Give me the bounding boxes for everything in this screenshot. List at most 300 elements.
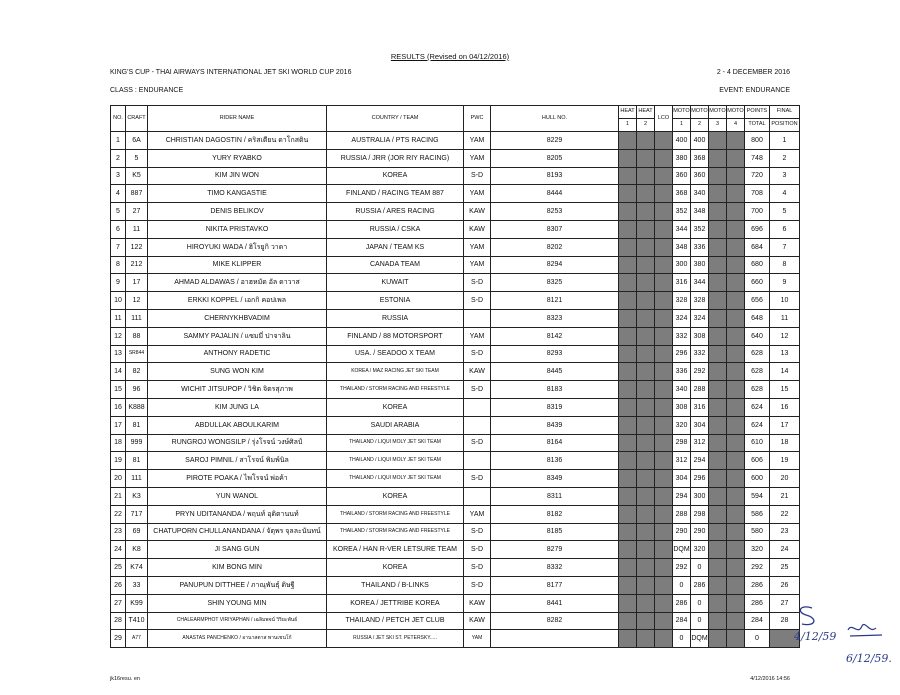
cell-hull: 8441 (491, 594, 619, 612)
cell-country: RUSSIA / ARES RACING (327, 203, 464, 221)
cell-moto1: 284 (673, 612, 691, 630)
cell-moto2: 332 (691, 345, 709, 363)
cell-heat2 (637, 630, 655, 648)
cell-rider: PANUPUN DITTHEE / ภาณุพันธุ์ ดิษฐี (148, 576, 327, 594)
cell-heat2 (637, 256, 655, 274)
cell-lco (655, 416, 673, 434)
cell-no: 13 (111, 345, 126, 363)
cell-no: 25 (111, 559, 126, 577)
cell-moto2: 360 (691, 167, 709, 185)
cell-moto1: 320 (673, 416, 691, 434)
cell-moto3 (709, 345, 727, 363)
cell-no: 5 (111, 203, 126, 221)
cell-lco (655, 381, 673, 399)
cell-moto4 (727, 523, 745, 541)
event-name: KING'S CUP - THAI AIRWAYS INTERNATIONAL JET SKI WORLD CUP 2016 (110, 69, 352, 76)
cell-moto1: 344 (673, 220, 691, 238)
cell-moto3 (709, 505, 727, 523)
cell-hull: 8182 (491, 505, 619, 523)
cell-country: RUSSIA / CSKA (327, 220, 464, 238)
cell-heat2 (637, 238, 655, 256)
cell-heat1 (619, 132, 637, 150)
cell-moto1: 400 (673, 132, 691, 150)
cell-rider: CHERNYKHBVADIM (148, 309, 327, 327)
cell-rider: ANTHONY RADETIC (148, 345, 327, 363)
cell-points-total: 286 (745, 576, 770, 594)
cell-craft: T410 (126, 612, 148, 630)
cell-heat1 (619, 398, 637, 416)
cell-points-total: 586 (745, 505, 770, 523)
cell-moto4 (727, 292, 745, 310)
header-moto4-num: 4 (727, 119, 745, 132)
cell-heat1 (619, 185, 637, 203)
header-moto2: MOTO (691, 106, 709, 119)
table-row (111, 594, 800, 612)
cell-country: THAILAND / LIQUI MOLY JET SKI TEAM (327, 452, 464, 470)
cell-points-total: 800 (745, 132, 770, 150)
cell-moto4 (727, 167, 745, 185)
cell-heat1 (619, 470, 637, 488)
cell-final-position: 7 (770, 238, 800, 256)
table-row (111, 220, 800, 238)
header-hull: HULL NO. (491, 106, 619, 132)
cell-moto4 (727, 363, 745, 381)
cell-moto3 (709, 327, 727, 345)
cell-country: SAUDI ARABIA (327, 416, 464, 434)
cell-country: AUSTRALIA / PTS RACING (327, 132, 464, 150)
cell-heat2 (637, 185, 655, 203)
cell-heat2 (637, 576, 655, 594)
cell-rider: SHIN YOUNG MIN (148, 594, 327, 612)
cell-moto1: 360 (673, 167, 691, 185)
table-row (111, 238, 800, 256)
cell-moto2: 0 (691, 559, 709, 577)
cell-no: 22 (111, 505, 126, 523)
cell-moto3 (709, 256, 727, 274)
cell-moto4 (727, 576, 745, 594)
cell-hull: 8332 (491, 559, 619, 577)
cell-craft: 27 (126, 203, 148, 221)
cell-heat1 (619, 559, 637, 577)
cell-craft: 33 (126, 576, 148, 594)
cell-rider: MIKE KLIPPER (148, 256, 327, 274)
cell-heat1 (619, 292, 637, 310)
cell-no: 29 (111, 630, 126, 648)
cell-hull: 8293 (491, 345, 619, 363)
cell-heat1 (619, 238, 637, 256)
table-row (111, 487, 800, 505)
cell-craft: K3 (126, 487, 148, 505)
cell-moto4 (727, 630, 745, 648)
cell-points-total: 680 (745, 256, 770, 274)
cell-craft: 96 (126, 381, 148, 399)
cell-points-total: 628 (745, 381, 770, 399)
table-row (111, 523, 800, 541)
cell-country: KOREA / MAZ RACING JET SKI TEAM (327, 363, 464, 381)
cell-country: JAPAN / TEAM KS (327, 238, 464, 256)
handwritten-date-2: 6/12/59. (846, 652, 892, 665)
cell-craft: K888 (126, 398, 148, 416)
header-final-position: POSITION (770, 119, 800, 132)
cell-country: RUSSIA (327, 309, 464, 327)
cell-hull: 8229 (491, 132, 619, 150)
cell-craft: A77 (126, 630, 148, 648)
cell-no: 14 (111, 363, 126, 381)
cell-moto3 (709, 167, 727, 185)
cell-moto4 (727, 452, 745, 470)
cell-moto1: 348 (673, 238, 691, 256)
cell-hull: 8444 (491, 185, 619, 203)
cell-moto2: 288 (691, 381, 709, 399)
cell-moto1: 312 (673, 452, 691, 470)
cell-lco (655, 167, 673, 185)
cell-heat2 (637, 416, 655, 434)
table-row (111, 132, 800, 150)
class-label: CLASS : ENDURANCE (110, 87, 184, 94)
cell-lco (655, 434, 673, 452)
cell-moto3 (709, 594, 727, 612)
cell-moto3 (709, 149, 727, 167)
cell-final-position: 28 (770, 612, 800, 630)
cell-pwc: KAW (464, 220, 491, 238)
cell-heat2 (637, 470, 655, 488)
cell-points-total: 748 (745, 149, 770, 167)
cell-points-total: 696 (745, 220, 770, 238)
cell-final-position: 20 (770, 470, 800, 488)
cell-moto3 (709, 630, 727, 648)
cell-hull: 8439 (491, 416, 619, 434)
cell-final-position: 6 (770, 220, 800, 238)
cell-craft: 717 (126, 505, 148, 523)
cell-moto4 (727, 381, 745, 399)
cell-no: 4 (111, 185, 126, 203)
cell-pwc: YAM (464, 630, 491, 648)
cell-country: FINLAND / 88 MOTORSPORT (327, 327, 464, 345)
cell-points-total: 720 (745, 167, 770, 185)
cell-craft: SR844 (126, 345, 148, 363)
cell-moto3 (709, 292, 727, 310)
cell-heat1 (619, 630, 637, 648)
cell-lco (655, 398, 673, 416)
header-rider: RIDER NAME (148, 106, 327, 132)
table-row (111, 274, 800, 292)
cell-lco (655, 345, 673, 363)
cell-hull: 8136 (491, 452, 619, 470)
cell-hull: 8294 (491, 256, 619, 274)
cell-heat1 (619, 523, 637, 541)
header-heat2: HEAT (637, 106, 655, 119)
cell-heat2 (637, 594, 655, 612)
cell-moto1: 352 (673, 203, 691, 221)
cell-moto2: 304 (691, 416, 709, 434)
cell-moto4 (727, 274, 745, 292)
cell-moto4 (727, 238, 745, 256)
cell-country: THAILAND / STORM RACING AND FREESTYLE (327, 523, 464, 541)
table-row (111, 292, 800, 310)
cell-no: 1 (111, 132, 126, 150)
cell-rider: KIM JIN WON (148, 167, 327, 185)
cell-final-position: 27 (770, 594, 800, 612)
cell-hull: 8202 (491, 238, 619, 256)
cell-rider: SAMMY PAJALIN / แซมมี่ ปาจาลิน (148, 327, 327, 345)
cell-hull: 8307 (491, 220, 619, 238)
cell-moto3 (709, 434, 727, 452)
cell-hull (491, 630, 619, 648)
cell-heat2 (637, 434, 655, 452)
cell-final-position: 8 (770, 256, 800, 274)
cell-country: RUSSIA / JRR (JOR RIY RACING) (327, 149, 464, 167)
cell-pwc: KAW (464, 594, 491, 612)
cell-moto1: 288 (673, 505, 691, 523)
cell-moto1: 296 (673, 345, 691, 363)
cell-lco (655, 487, 673, 505)
cell-heat1 (619, 416, 637, 434)
cell-no: 27 (111, 594, 126, 612)
cell-lco (655, 452, 673, 470)
table-row (111, 612, 800, 630)
cell-country: KOREA (327, 167, 464, 185)
cell-points-total: 656 (745, 292, 770, 310)
cell-heat1 (619, 149, 637, 167)
cell-rider: CHATUPORN CHULLANANDANA / จัตุพร จุลละนันทน์ (148, 523, 327, 541)
cell-heat1 (619, 167, 637, 185)
cell-final-position: 17 (770, 416, 800, 434)
cell-lco (655, 203, 673, 221)
cell-heat1 (619, 220, 637, 238)
cell-moto2: 368 (691, 149, 709, 167)
cell-points-total: 708 (745, 185, 770, 203)
cell-heat1 (619, 345, 637, 363)
cell-moto2: 0 (691, 594, 709, 612)
cell-rider: KIM JUNG LA (148, 398, 327, 416)
table-row (111, 309, 800, 327)
cell-craft: 82 (126, 363, 148, 381)
cell-moto4 (727, 434, 745, 452)
cell-moto3 (709, 238, 727, 256)
table-row (111, 398, 800, 416)
cell-lco (655, 256, 673, 274)
cell-pwc: S-D (464, 345, 491, 363)
cell-heat1 (619, 203, 637, 221)
cell-lco (655, 185, 673, 203)
cell-rider: JI SANG GUN (148, 541, 327, 559)
table-row (111, 381, 800, 399)
cell-moto3 (709, 541, 727, 559)
cell-moto4 (727, 487, 745, 505)
cell-hull: 8164 (491, 434, 619, 452)
cell-lco (655, 612, 673, 630)
cell-hull: 8282 (491, 612, 619, 630)
cell-hull: 8121 (491, 292, 619, 310)
cell-moto1: 286 (673, 594, 691, 612)
cell-pwc (464, 487, 491, 505)
cell-rider: CHRISTIAN DAGOSTIN / คริสเตียน ดาโกสติน (148, 132, 327, 150)
table-row (111, 576, 800, 594)
cell-pwc (464, 452, 491, 470)
cell-heat1 (619, 576, 637, 594)
table-row (111, 185, 800, 203)
cell-moto1: 304 (673, 470, 691, 488)
table-row (111, 416, 800, 434)
cell-final-position: 23 (770, 523, 800, 541)
cell-moto3 (709, 309, 727, 327)
cell-no: 6 (111, 220, 126, 238)
cell-country: ESTONIA (327, 292, 464, 310)
cell-craft: 111 (126, 309, 148, 327)
cell-hull: 8142 (491, 327, 619, 345)
header-heat2-num: 2 (637, 119, 655, 132)
cell-rider: YUN WANOL (148, 487, 327, 505)
cell-moto1: 340 (673, 381, 691, 399)
cell-no: 20 (111, 470, 126, 488)
cell-pwc: S-D (464, 559, 491, 577)
cell-final-position: 10 (770, 292, 800, 310)
cell-hull: 8177 (491, 576, 619, 594)
cell-heat2 (637, 149, 655, 167)
cell-final-position: 9 (770, 274, 800, 292)
cell-moto1: 368 (673, 185, 691, 203)
cell-heat2 (637, 487, 655, 505)
cell-moto3 (709, 559, 727, 577)
cell-country: KOREA / HAN R-VER LETSURE TEAM (327, 541, 464, 559)
cell-moto2: 348 (691, 203, 709, 221)
cell-pwc: S-D (464, 274, 491, 292)
cell-pwc: YAM (464, 327, 491, 345)
cell-pwc: S-D (464, 523, 491, 541)
handwritten-date-1: 4/12/59 (794, 630, 837, 643)
cell-moto2: 400 (691, 132, 709, 150)
cell-moto1: 332 (673, 327, 691, 345)
cell-moto4 (727, 309, 745, 327)
cell-points-total: 648 (745, 309, 770, 327)
cell-hull: 8319 (491, 398, 619, 416)
cell-craft: 122 (126, 238, 148, 256)
cell-moto2: 336 (691, 238, 709, 256)
cell-final-position: 14 (770, 363, 800, 381)
cell-moto4 (727, 470, 745, 488)
cell-final-position: 22 (770, 505, 800, 523)
cell-no: 16 (111, 398, 126, 416)
cell-moto3 (709, 612, 727, 630)
cell-rider: WICHIT JITSUPOP / วิชิต จิตรสุภาพ (148, 381, 327, 399)
cell-country: KOREA (327, 559, 464, 577)
cell-moto3 (709, 381, 727, 399)
cell-final-position: 1 (770, 132, 800, 150)
cell-moto3 (709, 452, 727, 470)
cell-moto1: 0 (673, 630, 691, 648)
cell-craft: K74 (126, 559, 148, 577)
cell-moto4 (727, 594, 745, 612)
cell-country: CANADA TEAM (327, 256, 464, 274)
cell-country: USA. / SEADOO X TEAM (327, 345, 464, 363)
cell-heat1 (619, 256, 637, 274)
cell-moto2: 328 (691, 292, 709, 310)
header-points-total: TOTAL (745, 119, 770, 132)
cell-no: 19 (111, 452, 126, 470)
cell-lco (655, 132, 673, 150)
cell-moto1: 0 (673, 576, 691, 594)
cell-heat2 (637, 452, 655, 470)
cell-hull: 8193 (491, 167, 619, 185)
cell-moto3 (709, 398, 727, 416)
cell-final-position: 16 (770, 398, 800, 416)
cell-no: 7 (111, 238, 126, 256)
cell-heat1 (619, 541, 637, 559)
cell-pwc: S-D (464, 576, 491, 594)
cell-moto2: 294 (691, 452, 709, 470)
cell-moto4 (727, 345, 745, 363)
cell-moto3 (709, 185, 727, 203)
footer-filename: jk16resu. en (110, 676, 140, 682)
cell-rider: SAROJ PIMNIL / สาโรจน์ พิมพ์นิล (148, 452, 327, 470)
cell-moto1: 316 (673, 274, 691, 292)
cell-lco (655, 576, 673, 594)
cell-no: 26 (111, 576, 126, 594)
cell-heat2 (637, 327, 655, 345)
header-moto3-num: 3 (709, 119, 727, 132)
cell-craft: 999 (126, 434, 148, 452)
table-row (111, 630, 800, 648)
header-points: POINTS (745, 106, 770, 119)
cell-rider: KIM BONG MIN (148, 559, 327, 577)
cell-moto2: DQM (691, 630, 709, 648)
cell-points-total: 628 (745, 345, 770, 363)
cell-moto2: 300 (691, 487, 709, 505)
cell-moto1: 336 (673, 363, 691, 381)
header-moto2-num: 2 (691, 119, 709, 132)
cell-moto3 (709, 220, 727, 238)
cell-heat2 (637, 167, 655, 185)
header-row-1 (111, 106, 800, 119)
cell-moto4 (727, 203, 745, 221)
cell-moto2: 290 (691, 523, 709, 541)
cell-rider: ERKKI KOPPEL / เอกกิ คอปเพล (148, 292, 327, 310)
cell-points-total: 594 (745, 487, 770, 505)
cell-pwc: YAM (464, 505, 491, 523)
cell-moto2: 286 (691, 576, 709, 594)
cell-country: THAILAND / PETCH JET CLUB (327, 612, 464, 630)
cell-craft: 69 (126, 523, 148, 541)
table-row (111, 327, 800, 345)
cell-moto2: 312 (691, 434, 709, 452)
header-heat1: HEAT (619, 106, 637, 119)
cell-country: THAILAND / LIQUI MOLY JET SKI TEAM (327, 470, 464, 488)
header-lco: LCO (655, 106, 673, 132)
cell-no: 8 (111, 256, 126, 274)
cell-lco (655, 220, 673, 238)
cell-lco (655, 470, 673, 488)
cell-craft: 17 (126, 274, 148, 292)
cell-moto2: 352 (691, 220, 709, 238)
header-moto3: MOTO (709, 106, 727, 119)
cell-country: THAILAND / STORM RACING AND FREESTYLE (327, 381, 464, 399)
cell-moto3 (709, 274, 727, 292)
cell-moto2: 0 (691, 612, 709, 630)
cell-craft: 5 (126, 149, 148, 167)
cell-moto2: 344 (691, 274, 709, 292)
cell-pwc: S-D (464, 470, 491, 488)
cell-hull: 8183 (491, 381, 619, 399)
cell-points-total: 640 (745, 327, 770, 345)
cell-craft: K99 (126, 594, 148, 612)
cell-moto4 (727, 185, 745, 203)
cell-moto2: 316 (691, 398, 709, 416)
cell-lco (655, 630, 673, 648)
table-row (111, 434, 800, 452)
cell-no: 15 (111, 381, 126, 399)
cell-final-position: 13 (770, 345, 800, 363)
cell-moto2: 324 (691, 309, 709, 327)
